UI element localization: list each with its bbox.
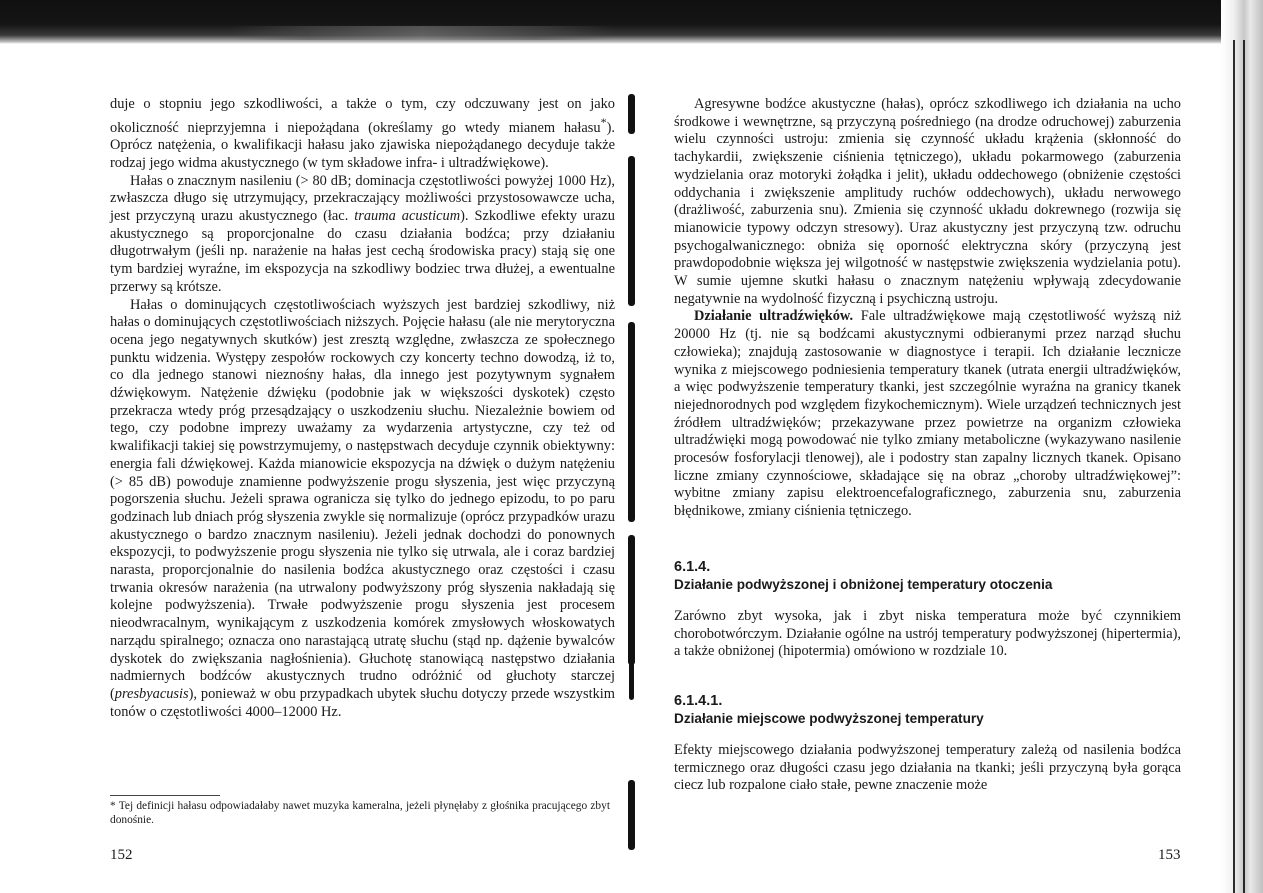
paragraph-lead-in: Działanie ultradźwięków. xyxy=(694,308,854,325)
footnote: * Tej definicji hałasu odpowiadałaby nawet muzyka kameralna, jeżeli płynęłaby z głośnika pracującego zbyt donośnie. xyxy=(110,800,610,826)
text-run: Fale ultradźwiękowe mają częstotliwość wyższą niż 20000 Hz (tj. nie są bodźcami akustycznymi odbieranymi przez narząd słuchu człowieka); znajdują zastosowanie w diagnostyce i terapii. Ich działanie lecznicze wynika z miejscowego podniesienia temperatury tkanek (utrata energii ultradźwięków, a więc podwyższenie temperatury tkanki, jest szczególnie wyraźna na granicy tkanek niejednorodnych pod względem fizykochemicznym). Wiele urządzeń technicznych jest źródłem ultradźwięków; przekazywane przez powietrze na organizm człowieka ultradźwięki mogą powodować nie tylko zmiany metaboliczne (wykazywano nasilenie procesów fosforylacji tlenowej), ale i podostry stan zapalny licznych tkanek. Opisano liczne zmiany czynnościowe, składające się na obraz „choroby ultradźwiękowej”: wybitne zmiany zapisu elektroencefalograficznego, zaburzenia snu, zaburzenia błędnikowe, zmiany ciśnienia tętniczego. xyxy=(674,308,1181,520)
subsection-heading: Działanie miejscowe podwyższonej temperatury xyxy=(674,710,984,726)
footnote-marker: * xyxy=(600,114,607,129)
latin-term: trauma acusticum xyxy=(354,208,461,225)
text-run: ), ponieważ w obu przypadkach ubytek słuchu dotyczy przede wszystkim tonów o częstotliwości 4000–12000 Hz. xyxy=(110,686,615,720)
section-heading: Działanie podwyższonej i obniżonej temperatury otoczenia xyxy=(674,576,1053,592)
page-number-right: 153 xyxy=(1158,847,1181,863)
latin-term: presbyacusis xyxy=(114,686,189,702)
left-page-body xyxy=(110,96,615,721)
footnote-rule xyxy=(110,795,220,796)
page-edge-shadow xyxy=(1221,0,1263,893)
text-run: Hałas o znacznym nasileniu (> 80 dB; dominacja częstotliwości powyżej 1000 Hz), zwłaszcza długo się utrzymujący, przekraczający możliwości przystosowawcze ucha, jest przyczyną urazu akustycznego (łac. xyxy=(110,172,615,225)
text-run: Agresywne bodźce akustyczne (hałas), oprócz szkodliwego ich działania na ucho środkowe i wewnętrzne, są przyczyną pośredniego (na drodze odruchowej) zaburzenia wielu czynności ustroju: zmienia się czynność układu krążenia (skłonność do tachykardii, zwiększenie ciśnienia tętniczego), układu pokarmowego (zaburzenia wydzielania oraz motoryki żołądka i jelit), układu oddechowego (obniżenie częstości oddychania i zwiększenie amplitudy ruchów oddechowych), układu nerwowego (drażliwość, zaburzenia snu). Zmienia się czynność układu dokrewnego (rozwija się mianowicie typowy odczyn stresowy). Uraz akustyczny jest przyczyną tzw. odruchu psychogalwanicznego: obniża się oporność elektryczna skóry (przyczyną jest prawdopodobnie większa jej wilgotność w następstwie zwiększenia wydzielania potu). W sumie ujemne skutki hałasu o znacznym natężeniu wpływają zdecydowanie negatywnie na wydolność fizyczną i psychiczną ustroju. xyxy=(674,96,1181,307)
paragraph xyxy=(110,173,615,297)
right-page-body xyxy=(674,96,1181,521)
text-run: ). Oprócz natężenia, o kwalifikacji hałasu jako zjawiska niepożądanego decyduje także rodzaj jego widma akustycznego (w tym składowe infra- i ultradźwiękowe). xyxy=(110,119,615,171)
paragraph xyxy=(110,96,615,173)
scan-top-shadow xyxy=(0,0,1263,44)
left-page xyxy=(110,96,615,721)
text-run: Hałas o dominujących częstotliwościach wyższych jest bardziej szkodliwy, niż hałas o dominujących częstotliwościach niższych. Pojęcie hałasu (ale nie merytoryczna ocena jego negatywnych skutków) jest zresztą względne, zwłaszcza ze społecznego punktu widzenia. Występy zespołów rockowych czy koncerty techno dowodzą, iż to, co dla jednego stanowi nieznośny hałas, dla innego jest pozytywnym sygnałem dźwiękowym. Natężenie dźwięku (podobnie jak w większości dyskotek) często przekracza wtedy próg przesądzający o uszkodzeniu słuchu. Niezależnie bowiem od tego, czy podobne imprezy uważamy za wydarzenia artystyczne, czy też od kwalifikacji takiej się powstrzymujemy, o następstwach decyduje czynnik obiektywny: energia fali dźwiękowej. Każda mianowicie ekspozycja na dźwięk o dużym natężeniu (> 85 dB) powoduje znamienne podwyższenie progu słyszenia, jest więc przyczyną pogorszenia słuchu. Jeżeli sprawa ogranicza się tylko do jednego epizodu, to po paru godzinach lub dniach próg słyszenia zwykle się normalizuje (oprócz przypadków urazu akustycznego o bardzo znacznym nasileniu). Jeżeli jednak dochodzi do ponownych ekspozycji, to podwyższenie progu słyszenia nie tylko się utrwala, ale i coraz bardziej narasta, proporcjonalnie do nasilenia bodźca akustycznego oraz częstości i czasu trwania okresów narażenia (na utrwalony podwyższony próg słyszenia nakładają się kolejne podwyższenia). Trwałe podwyższenie progu słyszenia jest procesem nieodwracalnym, wynikającym z uszkodzenia komórek zmysłowych włoskowatych narządu spiralnego; oznacza ono narastającą utratę słuchu (stąd np. dążenie bywalców dyskotek do zwiększania nagłośnienia). Głuchotę stanowiącą następstwo działania nadmiernych bodźców akustycznych trudno odróżnić od głuchoty starczej ( xyxy=(110,296,615,702)
text-run: duje o stopniu jego szkodliwości, a także o tym, czy odczuwany jest on jako okoliczność nieprzyjemna i niepożądana (określamy go wtedy mianem hałasu xyxy=(110,96,615,136)
paragraph xyxy=(110,297,615,722)
subsection-body: Efekty miejscowego działania podwyższonej temperatury zależą od nasilenia bodźca termicznego oraz długości czasu jego działania na tkanki; jeśli przyczyną była gorąca ciecz lub rozpalone ciało stałe, pewne znaczenie może xyxy=(674,741,1181,794)
section-body: Zarówno zbyt wysoka, jak i zbyt niska temperatura może być czynnikiem chorobotwórczym. Działanie ogólne na ustrój temperatury podwyższonej (hipertermia), a także obniżonej (hipotermia) omówiono w rozdziale 10. xyxy=(674,607,1181,660)
section-number: 6.1.4. xyxy=(674,558,711,575)
paragraph xyxy=(674,308,1181,520)
book-gutter xyxy=(624,90,640,880)
paragraph xyxy=(674,96,1181,308)
subsection-number: 6.1.4.1. xyxy=(674,692,723,709)
text-run: ). Szkodliwe efekty urazu akustycznego są proporcjonalne do czasu działania bodźca; przy działaniu długotrwałym (jeśli np. narażenie na hałas jest cechą środowiska pracy) stają się one tym bardziej wyraźne, im ekspozycja na szkodliwy bodziec trwa dłużej, a ewentualne przerwy są krótsze. xyxy=(110,208,615,295)
page-number-left: 152 xyxy=(110,847,133,863)
right-page xyxy=(674,96,1181,795)
